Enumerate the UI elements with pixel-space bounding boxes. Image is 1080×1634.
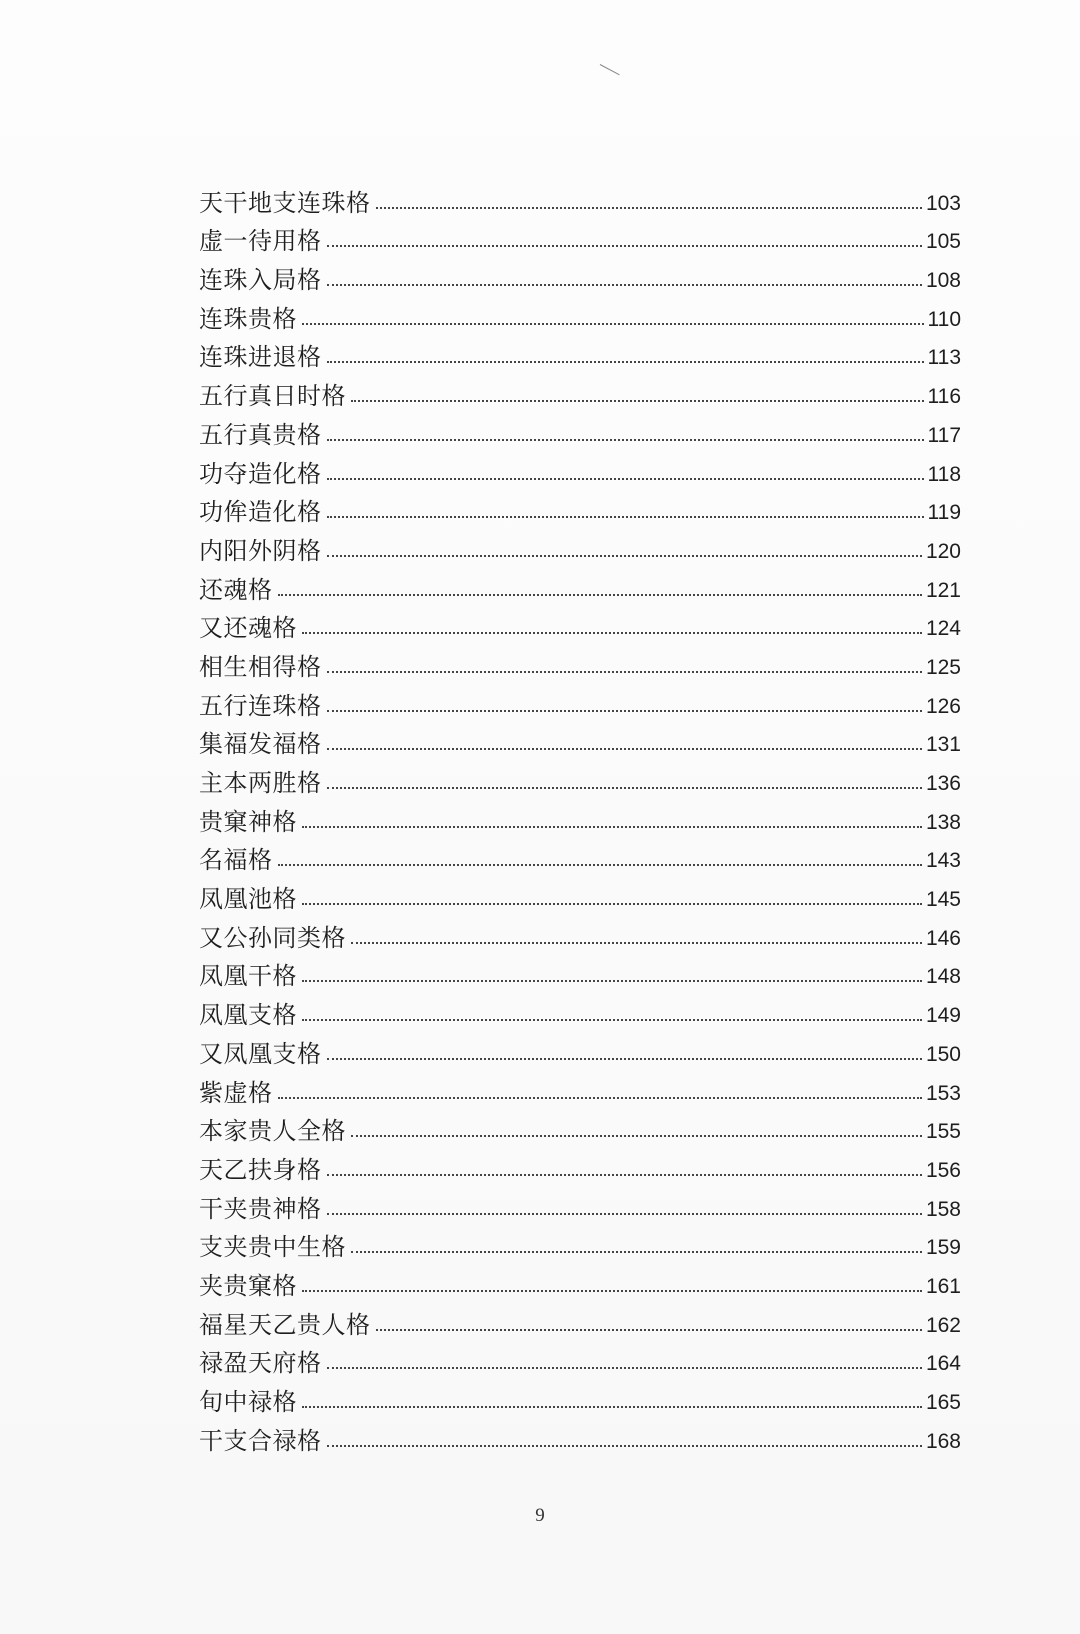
- toc-entry-title: 夹贵窠格: [199, 1271, 297, 1300]
- dot-leader: [351, 400, 924, 402]
- toc-entry[interactable]: [199, 486, 961, 525]
- toc-entry-title: 连珠入局格: [199, 266, 322, 295]
- toc-entry-title: 相生相得格: [199, 652, 322, 681]
- toc-entry-title: 五行连珠格: [199, 691, 322, 720]
- dot-leader: [327, 516, 924, 518]
- toc-entry-title: 连珠贵格: [199, 304, 297, 333]
- toc-entry-page-number: 121: [925, 578, 961, 602]
- toc-entry-page-number: 153: [925, 1081, 961, 1105]
- dot-leader: [376, 207, 922, 209]
- scan-mark: [600, 64, 620, 75]
- toc-entry-title: 又凤凰支格: [199, 1039, 322, 1068]
- dot-leader: [302, 323, 924, 325]
- toc-entry[interactable]: [199, 834, 961, 873]
- page-number: 9: [535, 1505, 545, 1526]
- toc-entry-page-number: 156: [925, 1158, 961, 1182]
- toc-entry-page-number: 119: [927, 501, 961, 525]
- dot-leader: [327, 245, 922, 247]
- toc-entry[interactable]: [199, 524, 961, 563]
- toc-entry[interactable]: [199, 292, 961, 331]
- toc-entry-page-number: 146: [925, 926, 961, 950]
- dot-leader: [327, 555, 922, 557]
- toc-entry-page-number: 136: [925, 772, 961, 795]
- toc-entry-page-number: 108: [925, 269, 961, 293]
- dot-leader: [278, 864, 922, 866]
- toc-entry-title: 内阳外阴格: [199, 536, 322, 565]
- toc-entry[interactable]: [199, 640, 961, 679]
- toc-entry-title: 还魂格: [199, 575, 273, 604]
- toc-entry[interactable]: [199, 1027, 961, 1066]
- toc-entry-page-number: 155: [925, 1120, 961, 1144]
- toc-entry-page-number: 165: [925, 1391, 961, 1414]
- toc-entry-title: 功夺造化格: [199, 459, 322, 488]
- toc-entry-title: 本家贵人全格: [199, 1117, 346, 1146]
- dot-leader: [327, 361, 924, 363]
- toc-entry-title: 天乙扶身格: [199, 1155, 322, 1184]
- toc-entry-page-number: 138: [925, 810, 961, 834]
- toc-entry-page-number: 168: [925, 1429, 961, 1453]
- toc-entry[interactable]: [199, 1298, 961, 1337]
- toc-entry-page-number: 162: [925, 1313, 961, 1337]
- toc-entry-title: 紫虚格: [199, 1078, 273, 1107]
- toc-entry-page-number: 124: [925, 617, 961, 641]
- dot-leader: [327, 1058, 922, 1060]
- toc-entry-title: 五行真贵格: [199, 420, 322, 449]
- toc-entry[interactable]: [199, 1143, 961, 1182]
- toc-entry-title: 凤凰支格: [199, 1001, 297, 1030]
- toc-entry-title: 支夹贵中生格: [199, 1233, 346, 1262]
- toc-entry-page-number: 158: [925, 1197, 961, 1221]
- toc-entry[interactable]: [199, 563, 961, 602]
- toc-entry[interactable]: [199, 1105, 961, 1144]
- dot-leader: [327, 439, 924, 441]
- toc-entry-page-number: 113: [927, 346, 961, 370]
- toc-entry-title: 凤凰池格: [199, 885, 297, 914]
- dot-leader: [327, 1367, 922, 1369]
- dot-leader: [327, 1445, 922, 1447]
- toc-entry-page-number: 150: [925, 1042, 961, 1066]
- dot-leader: [327, 787, 922, 789]
- toc-entry[interactable]: [199, 602, 961, 641]
- toc-entry[interactable]: [199, 1414, 961, 1453]
- dot-leader: [327, 671, 922, 673]
- toc-entry[interactable]: [199, 1375, 961, 1414]
- dot-leader: [351, 1135, 922, 1137]
- toc-entry[interactable]: [199, 1182, 961, 1221]
- dot-leader: [376, 1329, 922, 1331]
- dot-leader: [302, 1290, 922, 1292]
- dot-leader: [327, 710, 922, 712]
- toc-entry-page-number: 148: [925, 965, 961, 989]
- dot-leader: [302, 826, 922, 828]
- toc-entry[interactable]: [199, 369, 961, 411]
- toc-entry-title: 名福格: [199, 846, 273, 875]
- toc-entry[interactable]: [199, 331, 961, 370]
- toc-entry-page-number: 117: [927, 423, 961, 447]
- toc-entry[interactable]: [199, 1221, 961, 1260]
- toc-entry-page-number: 125: [925, 655, 961, 679]
- toc-entry-title: 连珠进退格: [199, 343, 322, 372]
- toc-entry-title: 主本两胜格: [199, 769, 322, 797]
- toc-entry[interactable]: [199, 756, 961, 795]
- toc-entry[interactable]: [199, 408, 961, 447]
- toc-entry-title: 福星天乙贵人格: [199, 1310, 371, 1339]
- toc-entry-page-number: 110: [927, 307, 961, 331]
- dot-leader: [327, 748, 922, 750]
- dot-leader: [327, 284, 922, 286]
- toc-entry-title: 又还魂格: [199, 614, 297, 643]
- toc-entry[interactable]: [199, 988, 961, 1030]
- toc-entry-page-number: 145: [925, 888, 961, 912]
- toc-entry-page-number: 116: [927, 385, 961, 409]
- table-of-contents: [199, 176, 961, 1453]
- toc-entry-title: 禄盈天府格: [199, 1349, 322, 1378]
- dot-leader: [278, 1097, 922, 1099]
- dot-leader: [302, 1019, 922, 1021]
- toc-entry[interactable]: [199, 1259, 961, 1298]
- toc-entry[interactable]: [199, 679, 961, 718]
- toc-entry-page-number: 126: [925, 694, 961, 718]
- toc-entry[interactable]: [199, 253, 961, 295]
- dot-leader: [327, 1213, 922, 1215]
- toc-entry-page-number: 131: [925, 733, 961, 757]
- dot-leader: [302, 903, 922, 905]
- dot-leader: [302, 632, 922, 634]
- toc-entry-title: 又公孙同类格: [199, 923, 346, 952]
- dot-leader: [351, 1251, 922, 1253]
- dot-leader: [302, 1406, 922, 1408]
- toc-entry-page-number: 164: [925, 1352, 961, 1376]
- toc-entry[interactable]: [199, 1066, 961, 1105]
- toc-entry-page-number: 105: [925, 230, 961, 254]
- toc-entry-title: 干夹贵神格: [199, 1194, 322, 1223]
- toc-entry-title: 五行真日时格: [199, 382, 346, 411]
- toc-entry-title: 虚一待用格: [199, 227, 322, 256]
- toc-entry-title: 凤凰干格: [199, 962, 297, 991]
- toc-entry-page-number: 118: [927, 462, 961, 486]
- toc-entry-page-number: 149: [925, 1004, 961, 1028]
- toc-entry-title: 集福发福格: [199, 730, 322, 759]
- toc-entry-page-number: 103: [925, 191, 961, 215]
- dot-leader: [351, 942, 922, 944]
- toc-entry-title: 旬中禄格: [199, 1388, 297, 1416]
- toc-entry-page-number: 143: [925, 849, 961, 873]
- toc-entry-title: 功侔造化格: [199, 498, 322, 527]
- toc-entry-title: 贵窠神格: [199, 807, 297, 836]
- toc-entry[interactable]: [199, 447, 961, 486]
- toc-entry[interactable]: [199, 795, 961, 834]
- dot-leader: [327, 1174, 922, 1176]
- toc-entry[interactable]: [199, 718, 961, 757]
- dot-leader: [278, 594, 922, 596]
- toc-entry[interactable]: [199, 911, 961, 950]
- dot-leader: [302, 980, 922, 982]
- toc-entry-page-number: 159: [925, 1236, 961, 1260]
- toc-entry[interactable]: [199, 176, 961, 215]
- toc-entry[interactable]: [199, 215, 961, 254]
- toc-entry-page-number: 120: [925, 539, 961, 563]
- dot-leader: [327, 478, 924, 480]
- toc-entry[interactable]: [199, 872, 961, 914]
- toc-entry-page-number: 161: [925, 1274, 961, 1298]
- toc-entry[interactable]: [199, 1337, 961, 1376]
- toc-entry-title: 天干地支连珠格: [199, 188, 371, 217]
- toc-entry-title: 干支合禄格: [199, 1426, 322, 1455]
- toc-entry[interactable]: [199, 950, 961, 989]
